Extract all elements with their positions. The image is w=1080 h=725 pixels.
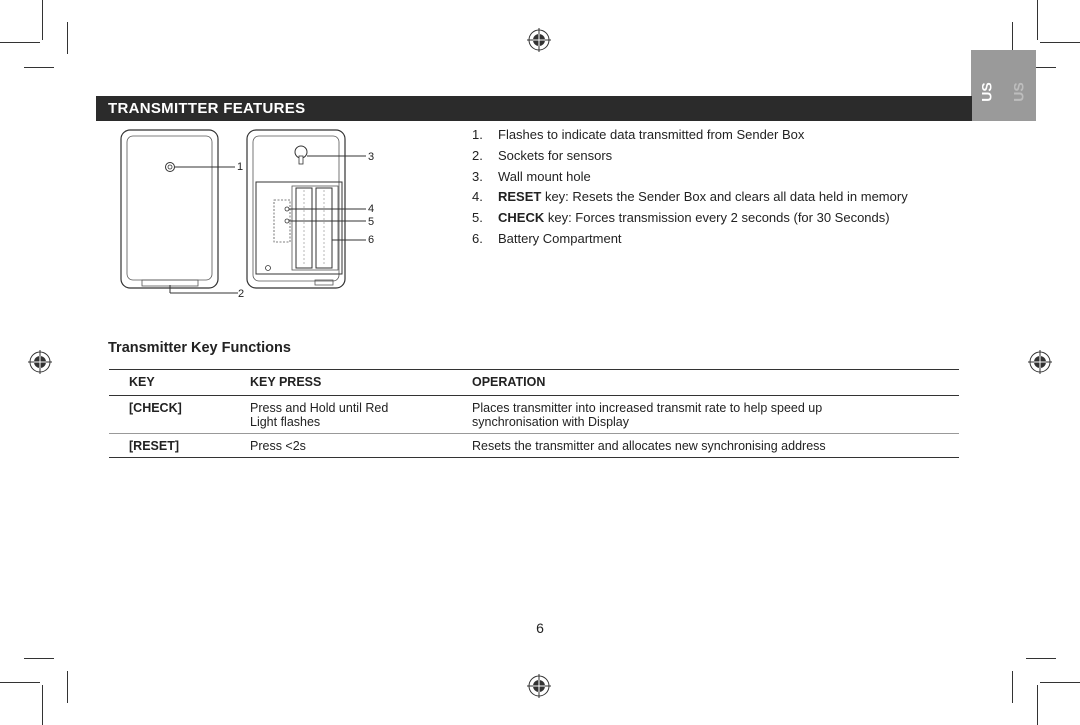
table-row [109,434,959,458]
column-header-key-press: KEY PRESS [250,375,322,389]
operation-cell: Places transmitter into increased transmit rate to help speed up synchronisation with Display [472,401,823,429]
key-functions-table [109,369,959,458]
key-press-cell: Press and Hold until Red Light flashes [250,401,389,429]
features-list [472,126,992,251]
operation-cell: Resets the transmitter and allocates new synchronising address [472,439,826,453]
callout-6: 6 [368,234,375,246]
language-tab-label-bleed: US [1010,82,1027,102]
key-cell: [RESET] [129,439,179,453]
page-number: 6 [536,620,544,636]
registration-mark-icon [527,28,551,52]
list-item: 2. Sockets for sensors [472,147,613,163]
language-tab-label: US [978,82,995,102]
list-item: 3. Wall mount hole [472,168,591,184]
registration-mark-icon [28,350,52,374]
callout-1: 1 [237,161,244,173]
registration-mark-icon [1028,350,1052,374]
registration-mark-icon [527,674,551,698]
table-row [109,396,959,434]
table-header-row [109,370,959,396]
list-item: 6. Battery Compartment [472,230,622,246]
column-header-key: KEY [129,375,155,389]
column-header-operation: OPERATION [472,375,546,389]
transmitter-diagram [110,126,400,298]
callout-3: 3 [368,151,375,163]
list-item: 5. CHECK key: Forces transmission every 2 seconds (for 30 Seconds) [472,210,890,226]
key-functions-heading: Transmitter Key Functions [108,340,291,356]
front-unit-outline [121,130,218,288]
list-item: 1. Flashes to indicate data transmitted from Sender Box [472,127,805,142]
key-press-cell: Press <2s [250,439,306,453]
callout-5: 5 [368,216,375,228]
callout-2: 2 [238,288,245,298]
language-tab [971,50,1036,121]
section-title: TRANSMITTER FEATURES [108,100,306,117]
callout-4: 4 [368,203,375,215]
section-header-bar [96,96,972,121]
list-item: 4. RESET key: Resets the Sender Box and clears all data held in memory [472,189,908,205]
key-cell: [CHECK] [129,401,182,415]
